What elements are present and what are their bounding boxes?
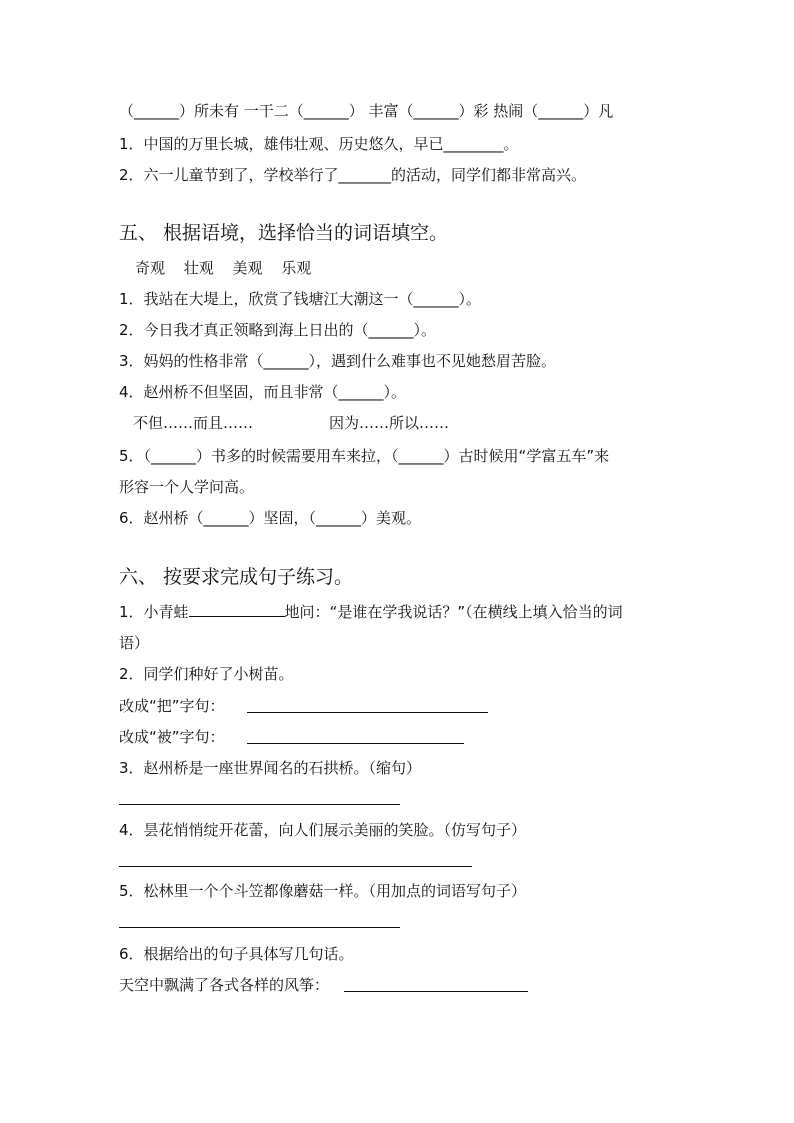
- conjunction-option-1: 不但……而且……: [133, 414, 254, 432]
- section6-question-1-cont: 语）: [119, 634, 150, 652]
- kite-sentence-prompt: 天空中飘满了各式各样的风筝：: [119, 976, 330, 994]
- section5-question-3: 3．妈妈的性格非常（______），遇到什么难事也不见她愁眉苦脸。: [119, 352, 557, 370]
- section5-question-1: 1．我站在大堤上，欣赏了钱塘江大潮这一（______）。: [119, 290, 482, 308]
- ba-sentence-label: 改成“把”字句：: [119, 697, 225, 715]
- section5-question-2: 2．今日我才真正领略到海上日出的（______）。: [119, 321, 437, 339]
- section5-question-5: 5．（______）书多的时候需要用车来拉，（______）古时候用“学富五车”来: [119, 447, 610, 465]
- section5-question-4: 4．赵州桥不但坚固，而且非常（______）。: [119, 383, 407, 401]
- conjunction-option-2: 因为……所以……: [329, 414, 450, 432]
- q4-answer-line[interactable]: [119, 866, 472, 867]
- section6-question-6: 6．根据给出的句子具体写几句话。: [119, 945, 354, 963]
- q3-answer-line[interactable]: [119, 804, 400, 805]
- section5-question-5-cont: 形容一个人学问高。: [119, 478, 255, 496]
- idioms-fill-row: （______）所未有 一干二（______） 丰富（______）彩 热闹（______）凡: [119, 102, 614, 120]
- section4-question-2: 2．六一儿童节到了，学校举行了_______的活动，同学们都非常高兴。: [119, 166, 587, 184]
- section6-question-1: [119, 602, 623, 622]
- section5-title: 五、 根据语境，选择恰当的词语填空。: [119, 222, 449, 244]
- section6-title: 六、 按要求完成句子练习。: [119, 566, 354, 588]
- section6-question-2: 2．同学们种好了小树苗。: [119, 665, 294, 683]
- word-bank: 奇观 壮观 美观 乐观: [135, 259, 312, 277]
- q5-answer-line[interactable]: [119, 927, 400, 928]
- section6-question-4: 4．昙花悄悄绽开花蕾，向人们展示美丽的笑脸。（仿写句子）: [119, 821, 527, 839]
- q6-answer-line[interactable]: [344, 991, 528, 992]
- section5-question-6: 6．赵州桥（______）坚固，（______）美观。: [119, 509, 422, 527]
- section6-question-5: 5．松林里一个个斗笠都像蘑菇一样。（用加点的词语写句子）: [119, 882, 527, 900]
- section6-question-3: 3．赵州桥是一座世界闻名的石拱桥。（缩句）: [119, 759, 422, 777]
- ba-sentence-answer-line[interactable]: [247, 712, 488, 713]
- q1-prefix: 1．小青蛙: [119, 603, 189, 621]
- q1-suffix: 地问：“是谁在学我说话？”（在横线上填入恰当的词: [284, 603, 623, 621]
- bei-sentence-label: 改成“被”字句：: [119, 728, 225, 746]
- q1-answer-blank[interactable]: [189, 602, 285, 617]
- section4-question-1: 1．中国的万里长城，雄伟壮观、历史悠久，早已________。: [119, 135, 519, 153]
- bei-sentence-answer-line[interactable]: [247, 743, 464, 744]
